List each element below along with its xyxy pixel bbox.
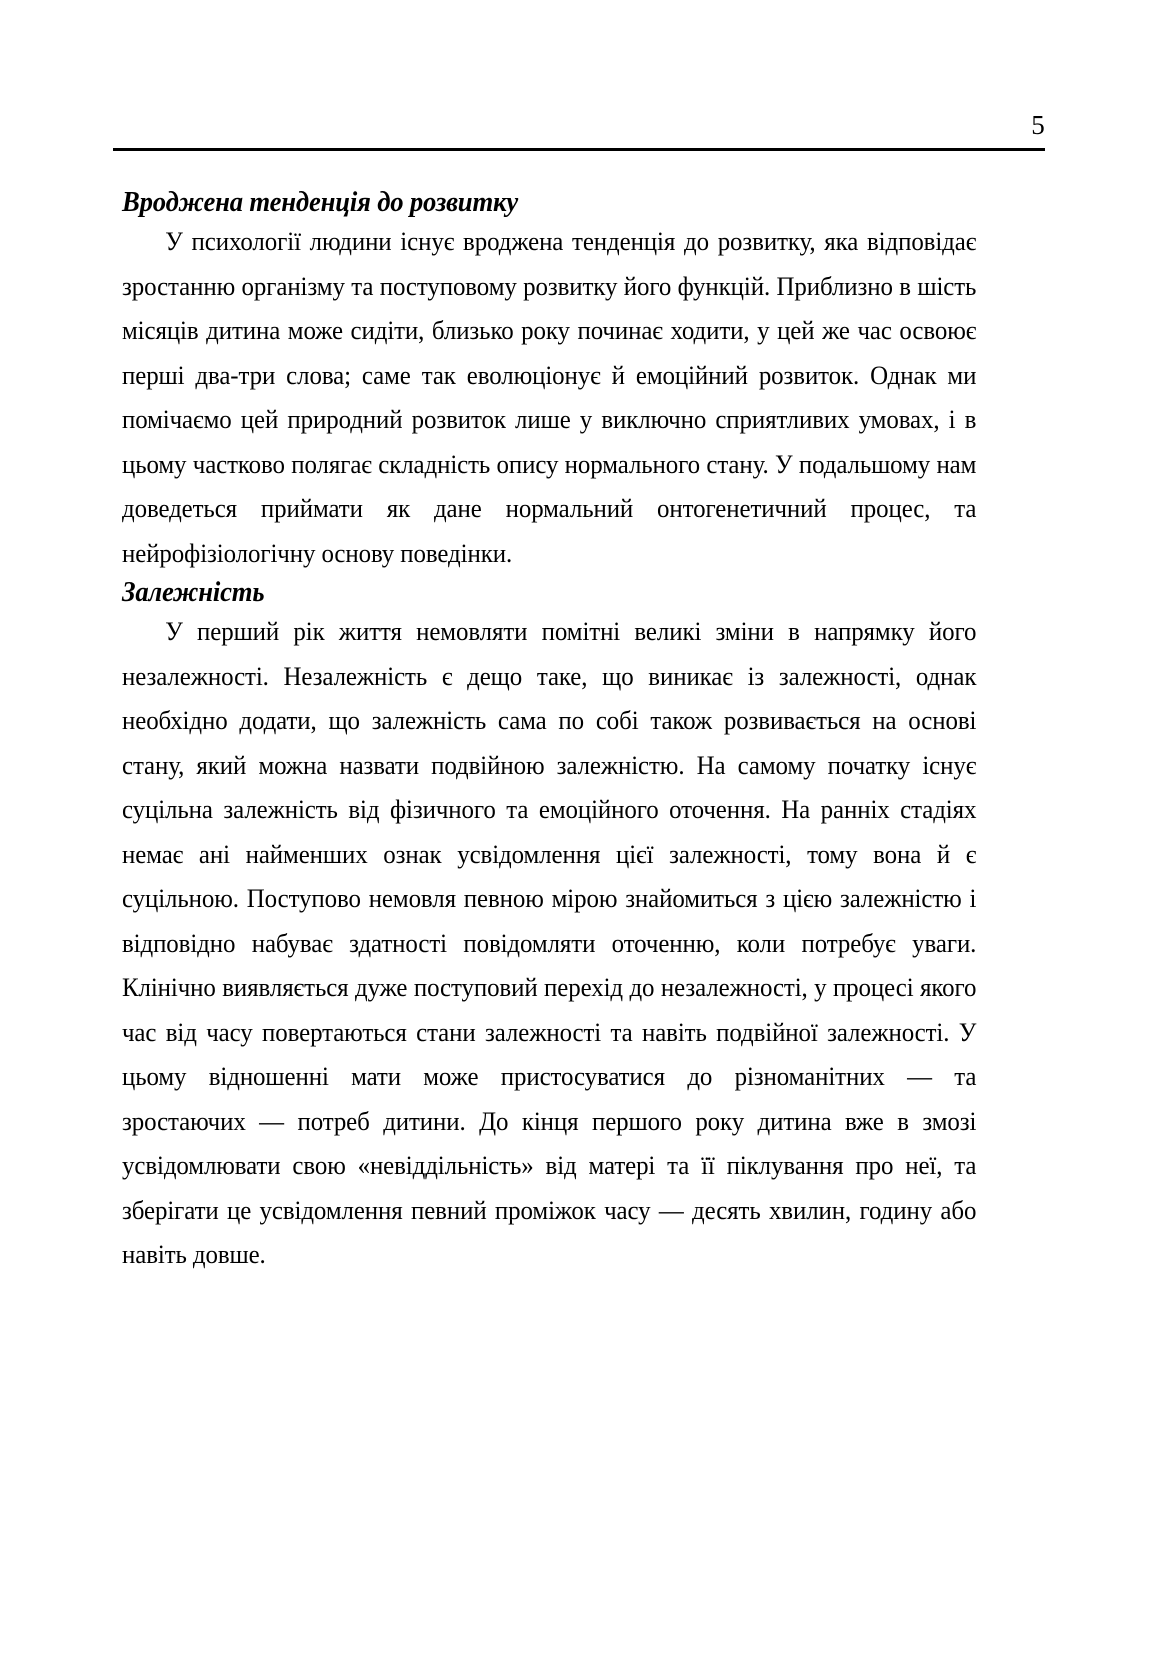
paragraph-dependence: У перший рік життя немовляти помітні великі зміни в напрямку його незалежності. Незалежність є дещо таке, що виникає із залежності, однак необхідно додати, що залежність сама по собі також розвивається на основі стану, який можна назвати подвійною залежністю. На самому початку існує суцільна залежність від фізичного та емоційного оточення. На ранніх стадіях немає ані найменших ознак усвідомлення цієї залежності, тому вона й є суцільною. Поступово немовля певною мірою знайомиться з цією залежністю і відповідно набуває здатності повідомляти оточенню, коли потребує уваги. Клінічно виявляється дуже поступовий перехід до незалежності, у процесі якого час від часу повертаються стани залежності та навіть подвійної залежності. У цьому відношенні мати може пристосуватися до різноманітних — та зростаючих — потреб дитини. До кінця першого року дитина вже в змозі усвідомлювати свою «невіддільність» від матері та її піклування про неї, та зберігати це усвідомлення певний проміжок часу — десять хвилин, годину або навіть довше. — [122, 616, 977, 1269]
page-number: 5 — [1031, 110, 1045, 140]
folio-row — [113, 104, 1045, 140]
header-rule — [113, 148, 1045, 151]
paragraph-innate-tendency: У психології людини існує вроджена тенденція до розвитку, яка відповідає зростанню організму та поступовому розвитку його функцій. Приблизно в шість місяців дитина може сидіти, близько року починає ходити, у цей же час освоює перші два-три слова; саме так еволюціонує й емоційний розвиток. Однак ми помічаємо цей природний розвиток лише у виключно сприятливих умовах, і в цьому частково полягає складність опису нормального стану. У подальшому нам доведеться приймати як дане нормальний онтогенетичний процес, та нейрофізіологічну основу поведінки. — [122, 226, 977, 568]
section-heading-dependence: Залежність — [122, 576, 265, 608]
section-heading-innate-tendency: Вроджена тенденція до розвитку — [122, 186, 519, 218]
page-header — [113, 104, 1045, 151]
page-body — [122, 185, 977, 1277]
